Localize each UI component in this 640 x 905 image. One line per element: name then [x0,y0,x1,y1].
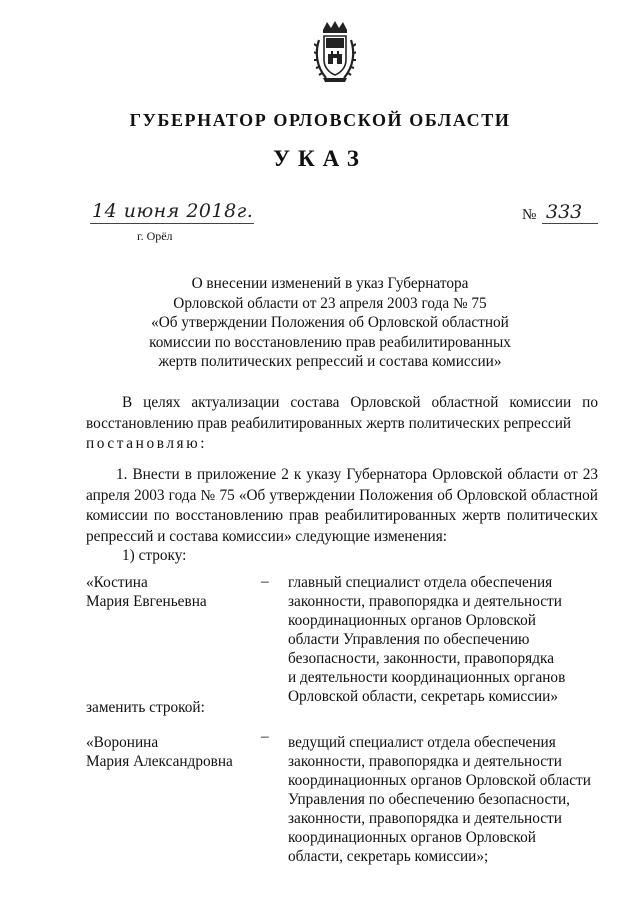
old-entry-name [86,573,266,611]
name-line: «Воронина [86,734,159,751]
subject-line: комиссии по восстановлению прав реабилитированных [149,333,511,351]
resolve-word: постановляю: [86,435,208,452]
subject-line: О внесении изменений в указ Губернатора [191,275,469,292]
name-line: «Костина [86,574,148,591]
number-label: № [522,207,537,223]
date-underline [90,223,254,224]
governor-title: ГУБЕРНАТОР ОРЛОВСКОЙ ОБЛАСТИ [129,110,511,130]
subject-line: Орловской области от 23 апреля 2003 года № 75 [173,294,487,312]
desc-line: Орловской области, секретарь комиссии» [288,688,559,705]
amendment-paragraph: 1. Внести в приложение 2 к указу Губернатора Орловской области от 23 апреля 2003 года № 75 «Об утверждении Положения об Орловской областной комиссии по восстановлению прав реабилитированных жертв политических репрессий и состава комиссии» следующие изменения: [86,466,598,545]
new-entry-dash: – [261,728,269,745]
subject-line: «Об утверждении Положения об Орловской областной [151,314,509,331]
desc-line: законности, правопорядка и деятельности [288,593,562,610]
number-underline [542,223,598,224]
desc-line: ведущий специалист отдела обеспечения [288,734,556,751]
desc-line: и деятельности координационных органов [288,669,566,686]
replace-with-label: заменить строкой: [86,699,205,716]
subject-line: жертв политических репрессий и состава комиссии» [158,353,502,370]
decree-subject [120,274,540,372]
desc-line: Управления по обеспечению безопасности, [288,791,570,808]
desc-line: безопасности, законности, правопорядка [288,650,554,667]
desc-line: законности, правопорядка и деятельности [288,810,562,827]
preamble-text: В целях актуализации состава Орловской областной комиссии по восстановлению прав реабилитированных жертв политических репрессий [86,394,598,432]
desc-line: области Управления по обеспечению [288,631,530,648]
name-line: Мария Александровна [86,753,233,770]
new-entry-description [288,733,608,866]
decree-title: УКАЗ [273,146,367,171]
desc-line: главный специалист отдела обеспечения [288,574,553,591]
desc-line: законности, правопорядка и деятельности [288,753,562,770]
old-entry-description [288,573,608,706]
city-label: г. Орёл [137,229,173,243]
desc-line: координационных органов Орловской [288,612,536,629]
item-one-label: 1) строку: [122,547,187,564]
desc-line: области, секретарь комиссии»; [288,848,489,865]
coat-of-arms-emblem [314,20,356,84]
desc-line: координационных органов Орловской области [288,772,591,789]
old-entry-dash: – [261,573,269,590]
handwritten-date: 14 июня 2018г. [92,200,254,222]
desc-line: координационных органов Орловской [288,829,536,846]
handwritten-number: 333 [546,201,583,223]
new-entry-name [86,733,266,771]
name-line: Мария Евгеньевна [86,593,207,610]
preamble-paragraph [86,393,598,455]
